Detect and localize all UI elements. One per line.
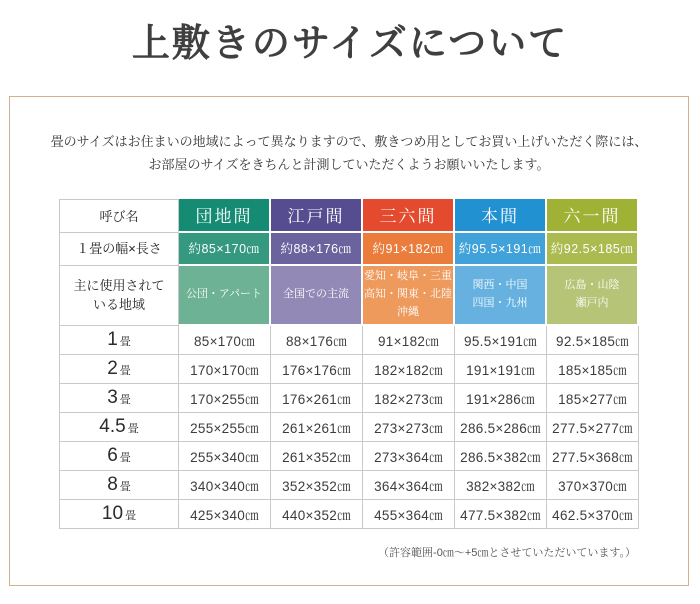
value-cell: 85×170㎝ <box>179 326 271 355</box>
row-label: 6 畳 <box>59 442 179 471</box>
table-row-3jo <box>59 384 639 413</box>
value-cell: 176×261㎝ <box>271 384 363 413</box>
value-cell: 170×170㎝ <box>179 355 271 384</box>
table-row-2jo <box>59 355 639 384</box>
table-row-6jo <box>59 442 639 471</box>
row-label: 1 畳 <box>59 326 179 355</box>
value-cell: 352×352㎝ <box>271 471 363 500</box>
value-cell: 273×364㎝ <box>363 442 455 471</box>
value-cell: 462.5×370㎝ <box>547 500 639 529</box>
value-cell: 185×277㎝ <box>547 384 639 413</box>
region-cell: 関西・中国 四国・九州 <box>455 266 547 326</box>
value-cell: 382×382㎝ <box>455 471 547 500</box>
column-header-edoma: 江戸間 <box>271 199 363 233</box>
row-label: 2 畳 <box>59 355 179 384</box>
tolerance-footnote: （許容範囲-0㎝～+5㎝とさせていただいています。） <box>378 546 636 559</box>
row-label: 10 畳 <box>59 500 179 529</box>
region-cell: 愛知・岐阜・三重 高知・関東・北陸 沖縄 <box>363 266 455 326</box>
size-cell: 約88×176㎝ <box>271 233 363 266</box>
region-row-label: 主に使用されて いる地域 <box>59 266 179 326</box>
corner-header: 呼び名 <box>59 199 179 233</box>
table-row-1jo <box>59 326 639 355</box>
column-header-rokuichima: 六一間 <box>547 199 639 233</box>
intro-line-2: お部屋のサイズをきちんと計測していただくようお願いいたします。 <box>148 157 550 173</box>
size-cell: 約92.5×185㎝ <box>547 233 639 266</box>
size-row <box>59 233 639 266</box>
value-cell: 440×352㎝ <box>271 500 363 529</box>
value-cell: 273×273㎝ <box>363 413 455 442</box>
value-cell: 91×182㎝ <box>363 326 455 355</box>
value-cell: 182×182㎝ <box>363 355 455 384</box>
table-row-8jo <box>59 471 639 500</box>
row-label: 8 畳 <box>59 471 179 500</box>
intro-text <box>10 130 688 177</box>
table-row-10jo <box>59 500 639 529</box>
header-row <box>59 199 639 233</box>
value-cell: 92.5×185㎝ <box>547 326 639 355</box>
value-cell: 95.5×191㎝ <box>455 326 547 355</box>
intro-line-1: 畳のサイズはお住まいの地域によって異なりますので、敷きつめ用としてお買い上げいただく際には、 <box>50 134 648 149</box>
value-cell: 340×340㎝ <box>179 471 271 500</box>
value-cell: 182×273㎝ <box>363 384 455 413</box>
value-cell: 170×255㎝ <box>179 384 271 413</box>
region-cell: 全国での主流 <box>271 266 363 326</box>
value-cell: 277.5×277㎝ <box>547 413 639 442</box>
value-cell: 191×286㎝ <box>455 384 547 413</box>
value-cell: 261×261㎝ <box>271 413 363 442</box>
value-cell: 261×352㎝ <box>271 442 363 471</box>
size-row-label: １畳の幅×長さ <box>59 233 179 266</box>
value-cell: 364×364㎝ <box>363 471 455 500</box>
value-cell: 88×176㎝ <box>271 326 363 355</box>
value-cell: 176×176㎝ <box>271 355 363 384</box>
tatami-size-table <box>59 199 639 529</box>
value-cell: 477.5×382㎝ <box>455 500 547 529</box>
region-cell: 広島・山陰 瀬戸内 <box>547 266 639 326</box>
value-cell: 286.5×382㎝ <box>455 442 547 471</box>
size-cell: 約85×170㎝ <box>179 233 271 266</box>
region-cell: 公団・アパート <box>179 266 271 326</box>
size-cell: 約91×182㎝ <box>363 233 455 266</box>
info-frame <box>9 96 689 586</box>
value-cell: 255×340㎝ <box>179 442 271 471</box>
value-cell: 185×185㎝ <box>547 355 639 384</box>
column-header-danchima: 団地間 <box>179 199 271 233</box>
value-cell: 277.5×368㎝ <box>547 442 639 471</box>
column-header-honma: 本間 <box>455 199 547 233</box>
row-label: 4.5 畳 <box>59 413 179 442</box>
value-cell: 370×370㎝ <box>547 471 639 500</box>
page-title: 上敷きのサイズについて <box>131 23 569 65</box>
table-row-4-5jo <box>59 413 639 442</box>
value-cell: 286.5×286㎝ <box>455 413 547 442</box>
value-cell: 191×191㎝ <box>455 355 547 384</box>
size-cell: 約95.5×191㎝ <box>455 233 547 266</box>
value-cell: 455×364㎝ <box>363 500 455 529</box>
value-cell: 425×340㎝ <box>179 500 271 529</box>
value-cell: 255×255㎝ <box>179 413 271 442</box>
region-row <box>59 266 639 326</box>
row-label: 3 畳 <box>59 384 179 413</box>
column-header-sanrokuma: 三六間 <box>363 199 455 233</box>
